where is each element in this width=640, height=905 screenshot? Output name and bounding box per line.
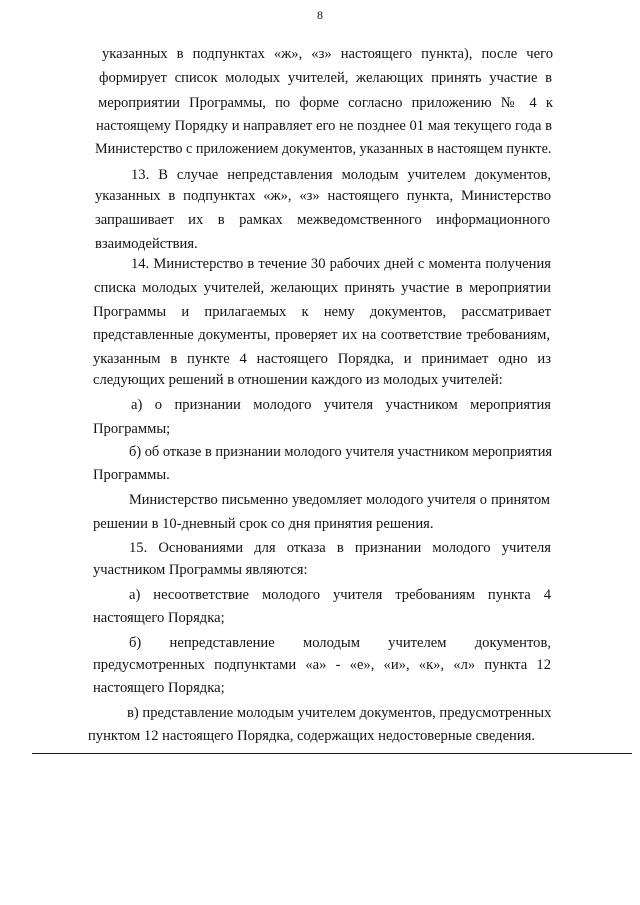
text-line: настоящего Порядка; xyxy=(93,680,225,696)
text-line: б) непредставление молодым учителем документов, xyxy=(129,635,551,651)
text-line: формирует список молодых учителей, желающих принять участие в xyxy=(99,70,552,86)
page-number: 8 xyxy=(317,8,323,22)
text-line: Министерство письменно уведомляет молодого учителя о принятом xyxy=(129,492,550,508)
text-line: пунктом 12 настоящего Порядка, содержащих недостоверные сведения. xyxy=(88,728,536,744)
text-line: взаимодействия. xyxy=(95,236,198,252)
text-line: мероприятии Программы, по форме согласно приложению № 4 к xyxy=(98,95,553,111)
text-line: указанным в пункте 4 настоящего Порядка, и принимает одно из xyxy=(93,351,551,367)
text-line: представленные документы, проверяет их на соответствие требованиям, xyxy=(93,327,550,343)
text-line: следующих решений в отношении каждого из молодых учителей: xyxy=(93,372,503,388)
text-line: 15. Основаниями для отказа в признании молодого учителя xyxy=(129,540,551,556)
text-line: а) несоответствие молодого учителя требованиям пункта 4 xyxy=(129,587,551,603)
text-line: Программы; xyxy=(93,421,171,437)
text-line: Программы. xyxy=(93,467,170,483)
text-line: решении в 10-дневный срок со дня принятия решения. xyxy=(93,516,434,532)
text-line: 13. В случае непредставления молодым учителем документов, xyxy=(131,167,551,183)
text-line: участником Программы являются: xyxy=(93,562,308,578)
text-line: запрашивает их в рамках межведомственного информационного xyxy=(95,212,550,228)
footer-divider xyxy=(32,753,632,754)
text-line: б) об отказе в признании молодого учителя участником мероприятия xyxy=(129,444,553,460)
text-line: Программы и прилагаемых к нему документов, рассматривает xyxy=(93,304,551,320)
text-line: списка молодых учителей, желающих принять участие в мероприятии xyxy=(94,280,551,296)
text-line: указанных в подпунктах «ж», «з» настоящего пункта), после чего xyxy=(102,46,553,62)
text-line: а) о признании молодого учителя участником мероприятия xyxy=(131,397,551,413)
text-line: указанных в подпунктах «ж», «з» настоящего пункта, Министерство xyxy=(95,188,551,204)
text-line: настоящему Порядку и направляет его не позднее 01 мая текущего года в xyxy=(96,118,552,134)
text-line: в) представление молодым учителем документов, предусмотренных xyxy=(127,705,552,721)
text-line: Министерство с приложением документов, указанных в настоящем пункте. xyxy=(95,141,552,157)
text-line: 14. Министерство в течение 30 рабочих дней с момента получения xyxy=(131,256,551,272)
text-line: предусмотренных подпунктами «а» - «е», «и», «к», «л» пункта 12 xyxy=(93,657,551,673)
text-line: настоящего Порядка; xyxy=(93,610,225,626)
